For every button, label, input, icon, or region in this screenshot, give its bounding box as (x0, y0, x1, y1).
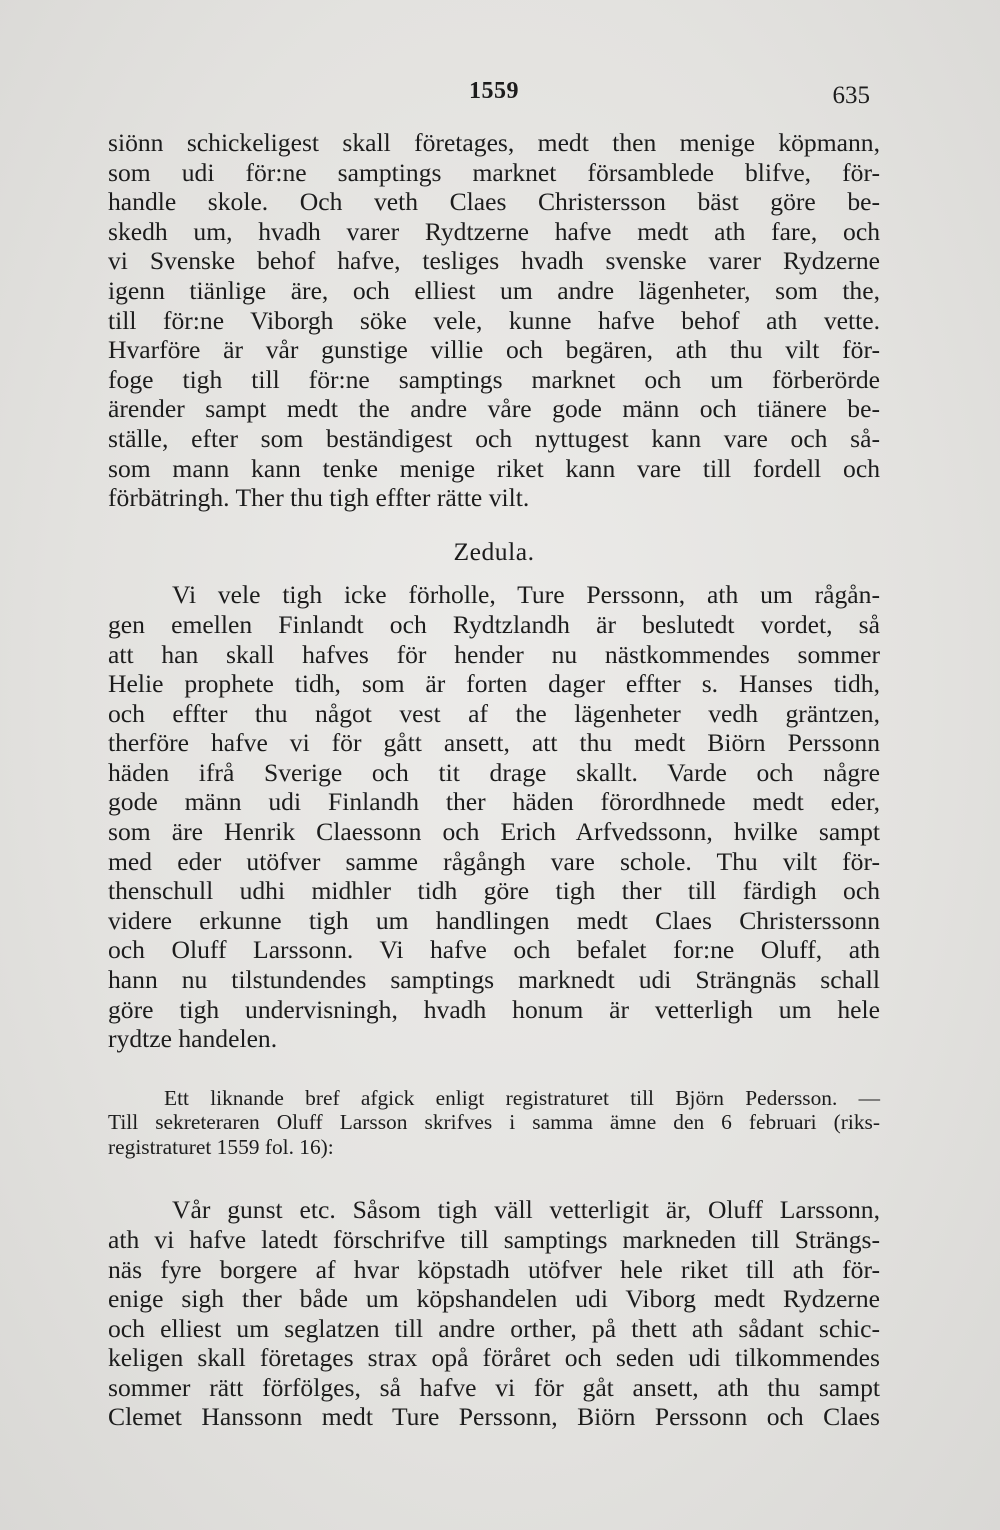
text-line: förbätringh. Ther thu tigh effter rätte vilt. (108, 483, 530, 513)
text-line: skedh um, hvadh varer Rydtzerne hafve medt ath fare, och (108, 216, 880, 246)
text-line: och Oluff Larssonn. Vi hafve och befalet for:ne Oluff, ath (108, 935, 880, 965)
text-line: som udi för:ne samptings marknet församblede blifve, för- (108, 157, 880, 187)
text-line: foge tigh till för:ne samptings marknet och um förberörde (108, 364, 880, 394)
text-line: thenschull udhi midhler tidh göre tigh ther till färdigh och (108, 876, 880, 906)
text-line: häden ifrå Sverige och tit drage skallt. Varde och någre (108, 757, 880, 787)
text-line: rydtze handelen. (108, 1024, 278, 1054)
text-line: och elliest um seglatzen till andre orther, på thett ath sådant schic- (108, 1313, 880, 1343)
text-line: siönn schickeligest skall företages, medt then menige köpmann, (108, 128, 880, 157)
text-line: handle skole. Och veth Claes Christersson bäst göre be- (108, 187, 880, 217)
text-line: enige sigh ther både um köpshandelen udi Viborg medt Rydzerne (108, 1284, 880, 1314)
text-line: Hvarföre är vår gunstige villie och begären, ath thu vilt för- (108, 335, 880, 365)
note-line: registraturet 1559 fol. 16): (108, 1134, 334, 1159)
text-line: näs fyre borgere af hvar köpstadh utöfver hele riket till ath för- (108, 1254, 880, 1284)
text-line: ärender sampt medt the andre våre gode männ och tiänere be- (108, 394, 880, 424)
paragraph-zedula (108, 580, 880, 1054)
page-number: 635 (832, 82, 870, 109)
paragraph-letter (108, 1195, 880, 1432)
page-header (108, 78, 880, 118)
text-line: Vi vele tigh icke förholle, Ture Perssonn, ath um rågån- (172, 580, 880, 610)
text-line: Clemet Hanssonn medt Ture Perssonn, Biörn Perssonn och Claes (108, 1402, 880, 1432)
text-line: gode männ udi Finlandh ther häden förordhnede medt eder, (108, 787, 880, 817)
text-line: hann nu tilstundendes samptings marknedt udi Strängnäs schall (108, 965, 880, 995)
text-line: med eder utöfver samme rågångh vare schole. Thu vilt för- (108, 846, 880, 876)
text-line: videre erkunne tigh um handlingen medt Claes Christerssonn (108, 905, 880, 935)
page-year: 1559 (469, 78, 519, 104)
text-line: gen emellen Finlandt och Rydtzlandh är beslutedt vordet, så (108, 609, 880, 639)
text-line: till för:ne Viborgh söke vele, kunne hafve behof ath vette. (108, 305, 880, 335)
section-heading-zedula: Zedula. (453, 536, 535, 566)
text-line: göre tigh undervisningh, hvadh honum är vetterligh um hele (108, 994, 880, 1024)
paragraph-main (108, 128, 880, 513)
text-line: igenn tiänlige äre, och elliest um andre lägenheter, som the, (108, 275, 880, 305)
text-line: keligen skall företages strax opå föråret och seden udi tilkommendes (108, 1343, 880, 1373)
text-line: som mann kann tenke menige riket kann vare till fordell och (108, 453, 880, 483)
page-body (108, 128, 880, 1432)
text-line: vi Svenske behof hafve, tesliges hvadh svenske varer Rydzerne (108, 246, 880, 276)
text-line: Helie prophete tidh, som är forten dager effter s. Hanses tidh, (108, 669, 880, 699)
text-line: therföre hafve vi för gått ansett, att thu medt Biörn Perssonn (108, 728, 880, 758)
note-line: Ett liknande bref afgick enligt registraturet till Björn Pedersson. — (164, 1085, 880, 1110)
text-line: Vår gunst etc. Såsom tigh väll vetterligit är, Oluff Larssonn, (172, 1195, 880, 1225)
text-line: ath vi hafve latedt förschrifve till samptings markneden till Strängs- (108, 1224, 880, 1254)
editorial-note (108, 1086, 880, 1160)
text-line: och effter thu något vest af the lägenheter vedh gräntzen, (108, 698, 880, 728)
note-line: Till sekreteraren Oluff Larsson skrifves i samma ämne den 6 februari (riks- (108, 1110, 880, 1135)
text-line: som äre Henrik Claessonn och Erich Arfvedssonn, hvilke sampt (108, 817, 880, 847)
text-line: ställe, efter som beständigest och nyttugest kann vare och så- (108, 423, 880, 453)
text-line: sommer rätt förfölges, så hafve vi för gåt ansett, ath thu sampt (108, 1372, 880, 1402)
text-line: att han skall hafves för hender nu nästkommendes sommer (108, 639, 880, 669)
